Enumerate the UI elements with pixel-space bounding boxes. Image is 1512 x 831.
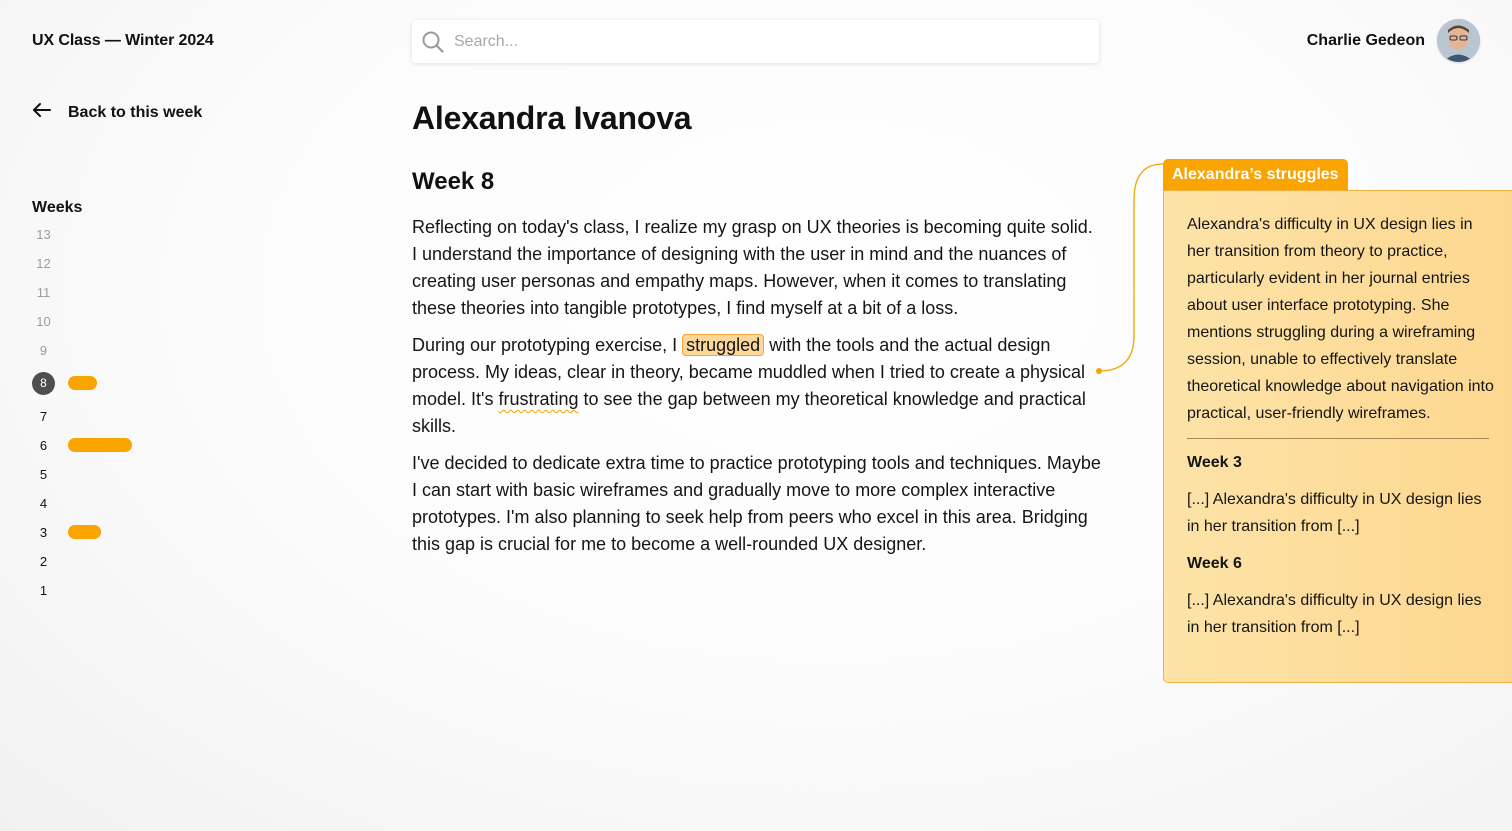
week-item-2[interactable] bbox=[32, 549, 55, 573]
insight-summary: Alexandra's difficulty in UX design lies in her transition from theory to practice, particularly evident in her journal entries about user interface prototyping. She mentions struggling during a wireframing session, unable to effectively translate theoretical knowledge about navigation into practical, user-friendly wireframes. bbox=[1187, 216, 1494, 422]
back-label: Back to this week bbox=[68, 103, 203, 121]
reference-title: Week 3 bbox=[1187, 454, 1242, 471]
search-icon bbox=[422, 31, 444, 53]
struggle-indicator[interactable] bbox=[68, 376, 97, 390]
week-number: 3 bbox=[39, 524, 48, 540]
week-item-9[interactable] bbox=[32, 338, 55, 362]
reference-excerpt: [...] Alexandra's difficulty in UX design lies in her transition from [...] bbox=[1187, 491, 1482, 535]
week-item-6[interactable] bbox=[32, 433, 132, 457]
week-item-12[interactable] bbox=[32, 251, 55, 275]
week-item-8[interactable] bbox=[32, 371, 97, 395]
week-number: 4 bbox=[39, 495, 48, 511]
text-fragment: with the tools and the actual design process. My ideas, clear in theory, became muddled when I tried to create a physical model. It's bbox=[412, 335, 1085, 409]
flagged-word[interactable]: frustrating bbox=[498, 389, 579, 409]
week-number: 11 bbox=[36, 284, 51, 300]
user-menu[interactable] bbox=[1307, 19, 1480, 62]
search-bar[interactable] bbox=[412, 20, 1099, 63]
week-item-10[interactable] bbox=[32, 309, 55, 333]
highlighted-phrase[interactable]: struggled bbox=[682, 334, 764, 356]
text-fragment: During our prototyping exercise, I bbox=[412, 335, 683, 355]
journal-entry bbox=[412, 214, 1102, 568]
week-item-13[interactable] bbox=[32, 222, 55, 246]
week-title: Week 8 bbox=[412, 168, 495, 195]
week-number: 9 bbox=[39, 342, 48, 358]
week-number: 5 bbox=[39, 466, 48, 482]
week-item-4[interactable] bbox=[32, 491, 55, 515]
week-item-3[interactable] bbox=[32, 520, 101, 544]
struggle-indicator[interactable] bbox=[68, 525, 101, 539]
week-number: 7 bbox=[39, 408, 48, 424]
student-name: Alexandra Ivanova bbox=[412, 100, 692, 136]
week-item-7[interactable] bbox=[32, 404, 55, 428]
week-number: 2 bbox=[39, 553, 48, 569]
entry-paragraph bbox=[412, 332, 1102, 440]
reference-item[interactable] bbox=[1187, 449, 1498, 540]
struggle-indicator[interactable] bbox=[68, 438, 132, 452]
week-item-5[interactable] bbox=[32, 462, 55, 486]
weeks-heading: Weeks bbox=[32, 199, 83, 216]
annotation-connector bbox=[1092, 160, 1167, 380]
entry-paragraph: I've decided to dedicate extra time to practice prototyping tools and techniques. Maybe I can start with basic wireframes and gradually move to more complex interactive prototypes. I'm also planning to seek help from peers who excel in this area. Bridging this gap is crucial for me to become a well-rounded UX designer. bbox=[412, 453, 1101, 554]
week-number: 13 bbox=[36, 226, 51, 242]
week-item-1[interactable] bbox=[32, 578, 55, 602]
week-number: 6 bbox=[39, 437, 48, 453]
back-to-week-link[interactable] bbox=[32, 102, 202, 123]
insight-panel bbox=[1163, 190, 1512, 683]
week-item-11[interactable] bbox=[32, 280, 55, 304]
text-fragment: to see the gap between my theoretical knowledge and practical skills. bbox=[412, 389, 1086, 436]
insight-tab[interactable]: Alexandra’s struggles bbox=[1163, 159, 1348, 191]
week-number: 12 bbox=[36, 255, 51, 271]
reference-item[interactable] bbox=[1187, 550, 1498, 641]
arrow-left-icon bbox=[32, 102, 52, 123]
reference-excerpt: [...] Alexandra's difficulty in UX design lies in her transition from [...] bbox=[1187, 592, 1482, 636]
week-number: 1 bbox=[39, 582, 48, 598]
user-name: Charlie Gedeon bbox=[1306, 31, 1425, 49]
user-avatar[interactable] bbox=[1437, 19, 1480, 62]
entry-paragraph: Reflecting on today's class, I realize my grasp on UX theories is becoming quite solid. I understand the importance of designing with the user in mind and the nuances of creating user personas and empathy maps. However, when it comes to translating these theories into tangible prototypes, I find myself at a bit of a loss. bbox=[412, 217, 1093, 318]
week-number: 10 bbox=[36, 313, 51, 329]
week-number: 8 bbox=[32, 372, 55, 395]
search-input[interactable] bbox=[454, 33, 1099, 51]
app-title: UX Class — Winter 2024 bbox=[32, 32, 214, 49]
reference-title: Week 6 bbox=[1187, 555, 1242, 572]
divider bbox=[1187, 438, 1489, 439]
